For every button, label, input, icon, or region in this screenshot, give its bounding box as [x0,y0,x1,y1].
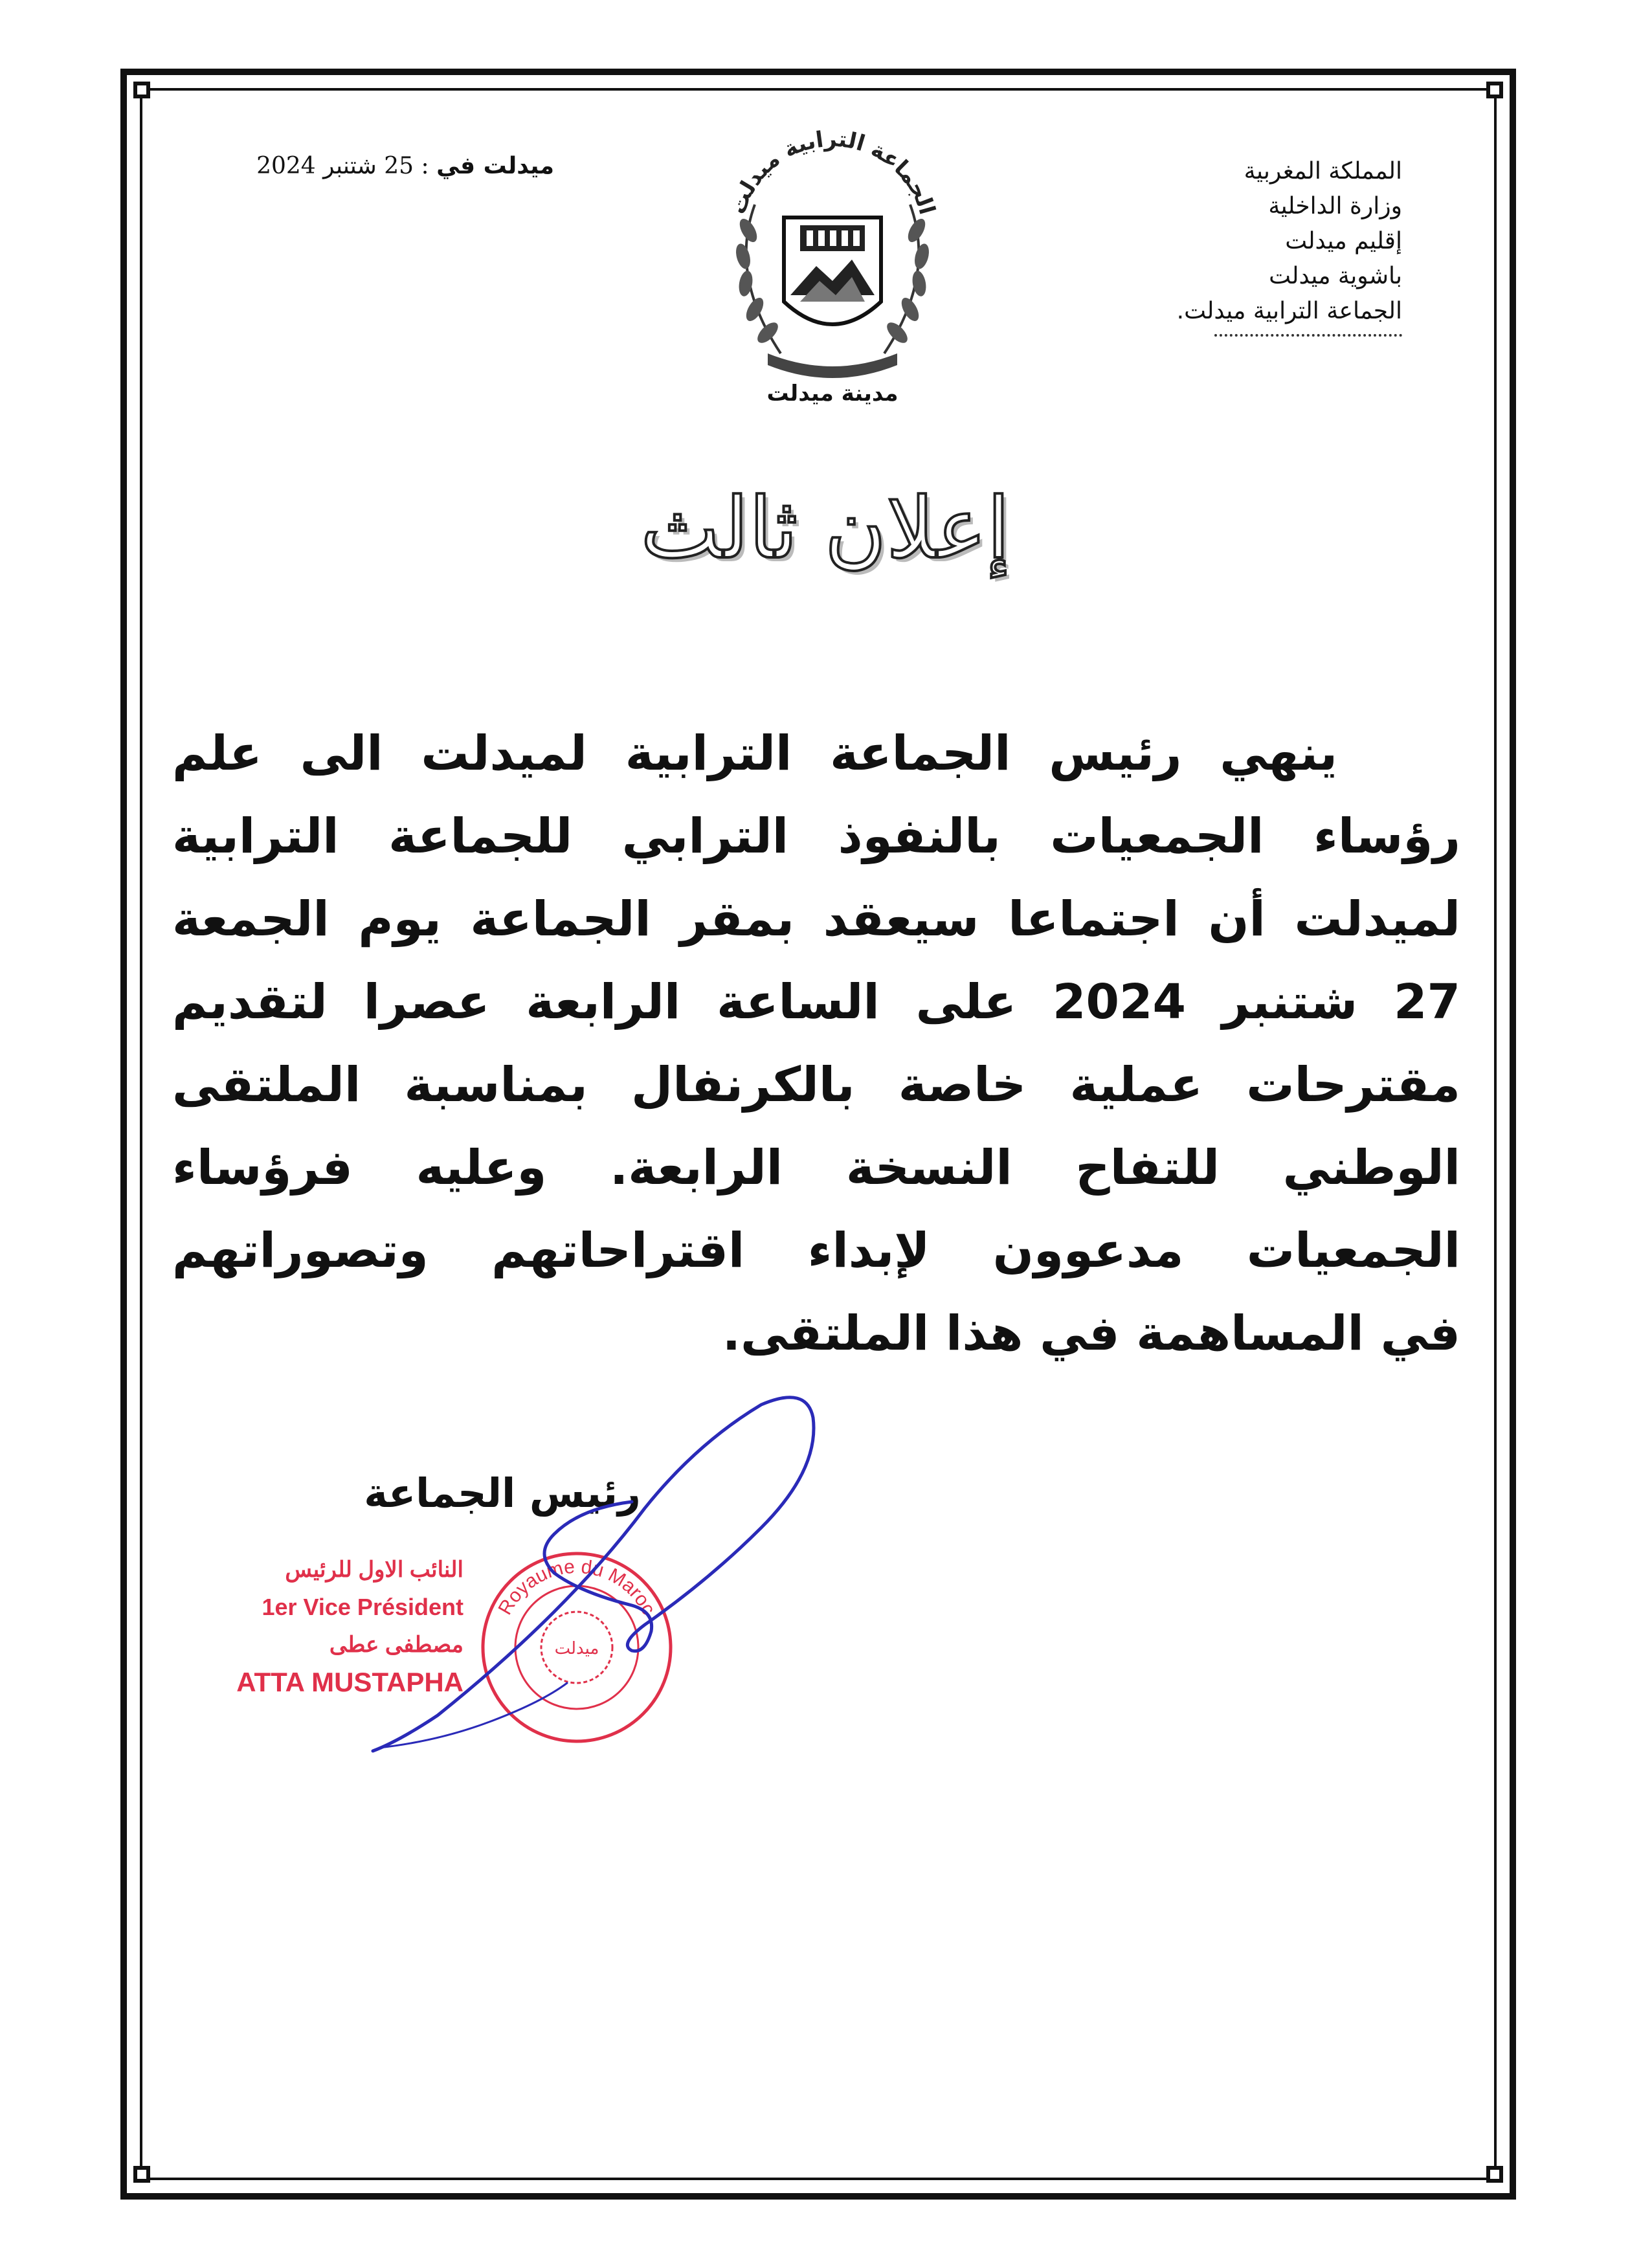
header-line-province: إقليم ميدلت [1285,228,1402,254]
header-line-commune: الجماعة الترابية ميدلت. [1176,298,1402,324]
border-corner-ornament [1486,82,1503,98]
stamp-arabic-title: النائب الاول للرئيس [285,1557,463,1582]
seal-ring-text: Royaume du Maroc [494,1555,660,1619]
stamp-arabic-name: مصطفى عطى [329,1633,463,1657]
issuer-header [1040,154,1402,337]
header-dotted-rule [1214,334,1402,337]
emblem-arc-text: الجماعة الترابية ميدلت [724,126,941,218]
signatory-title: رئيس الجماعة [364,1469,641,1517]
header-line-pashalik: باشوية ميدلت [1269,263,1402,289]
date-value: : 25 شتنبر 2024 [256,153,429,179]
body-line: الجمعيات مدعوون لإبداء اقتراحاتهم وتصوراتهم [172,1223,1460,1278]
border-corner-ornament [1486,2166,1503,2183]
body-line: 27 شتنبر 2024 على الساعة الرابعة عصرا لتقديم [172,974,1460,1030]
emblem-caption: مدينة ميدلت [766,381,899,407]
stamp-french-title: 1er Vice Président [262,1594,463,1620]
body-line: الوطني للتفاح النسخة الرابعة. وعليه فرؤساء [172,1140,1460,1196]
stamp-french-name: ATTA MUSTAPHA [236,1667,463,1697]
handwritten-signature [360,1379,917,1780]
body-line: ينهي رئيس الجماعة الترابية لميدلت الى علم [172,726,1337,781]
body-line: لميدلت أن اجتماعا سيعقد بمقر الجماعة يوم الجمعة [172,891,1460,947]
body-line: رؤساء الجمعيات بالنفوذ الترابي للجماعة الترابية [172,808,1460,864]
announcement-title: إعلان ثالث [640,479,1010,577]
header-line-ministry: وزارة الداخلية [1268,193,1402,219]
border-corner-ornament [133,2166,150,2183]
border-corner-ornament [133,82,150,98]
date-place: ميدلت في [436,153,554,179]
seal-center-text: ميدلت [554,1639,599,1658]
announcement-body [172,712,1460,1375]
document-date [256,153,554,179]
body-line: مقترحات عملية خاصة بالكرنفال بمناسبة الملتقى [172,1057,1460,1113]
header-line-kingdom: المملكة المغربية [1244,158,1402,184]
body-line: في المساهمة في هذا الملتقى. [722,1306,1460,1361]
